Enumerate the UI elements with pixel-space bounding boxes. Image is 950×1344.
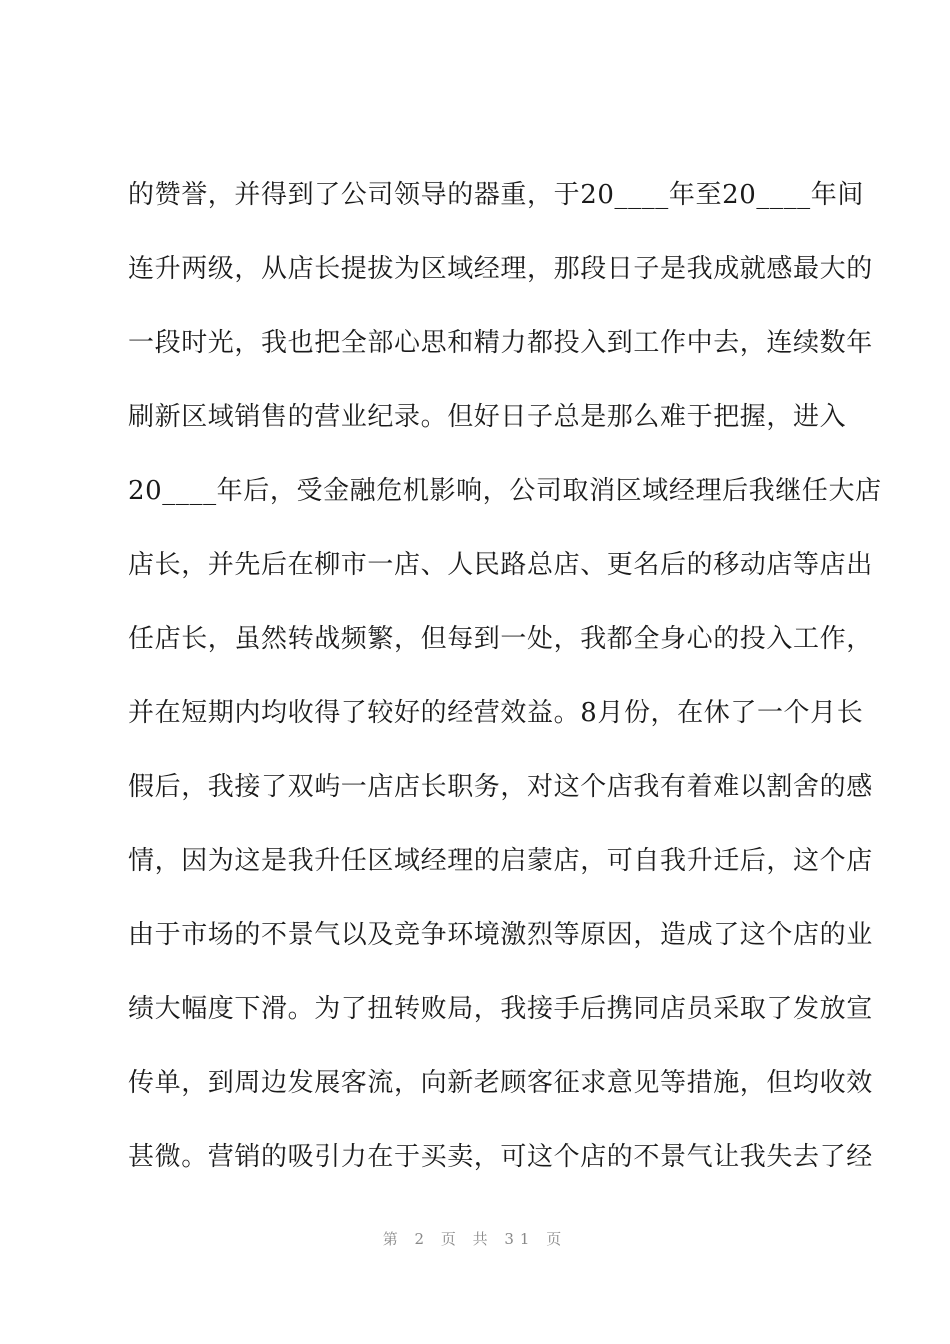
text-line: 连升两级，从店长提拔为区域经理，那段日子是我成就感最大的 (128, 254, 873, 284)
text-line: 并在短期内均收得了较好的经营效益。8月份，在休了一个月长 (128, 698, 864, 728)
text-line: 刷新区域销售的营业纪录。但好日子总是那么难于把握，进入 (128, 402, 847, 432)
text-line: 甚微。营销的吸引力在于买卖，可这个店的不景气让我失去了经 (128, 1142, 873, 1172)
text-line: 的赞誉，并得到了公司领导的器重，于20____年至20____年间 (128, 180, 864, 210)
text-line: 情，因为这是我升任区域经理的启蒙店，可自我升迁后，这个店 (128, 846, 873, 876)
text-line: 一段时光，我也把全部心思和精力都投入到工作中去，连续数年 (128, 328, 873, 358)
text-line: 假后，我接了双屿一店店长职务，对这个店我有着难以割舍的感 (128, 772, 873, 802)
text-line: 由于市场的不景气以及竞争环境激烈等原因，造成了这个店的业 (128, 920, 873, 950)
text-line: 店长，并先后在柳市一店、人民路总店、更名后的移动店等店出 (128, 550, 873, 580)
text-line: 绩大幅度下滑。为了扭转败局，我接手后携同店员采取了发放宣 (128, 994, 873, 1024)
text-line: 任店长，虽然转战频繁，但每到一处，我都全身心的投入工作， (128, 624, 873, 654)
page-number-footer: 第 2 页 共 31 页 (382, 1230, 568, 1248)
text-line: 传单，到周边发展客流，向新老顾客征求意见等措施，但均收效 (128, 1068, 873, 1098)
text-line: 20____年后，受金融危机影响，公司取消区域经理后我继任大店 (128, 476, 882, 506)
